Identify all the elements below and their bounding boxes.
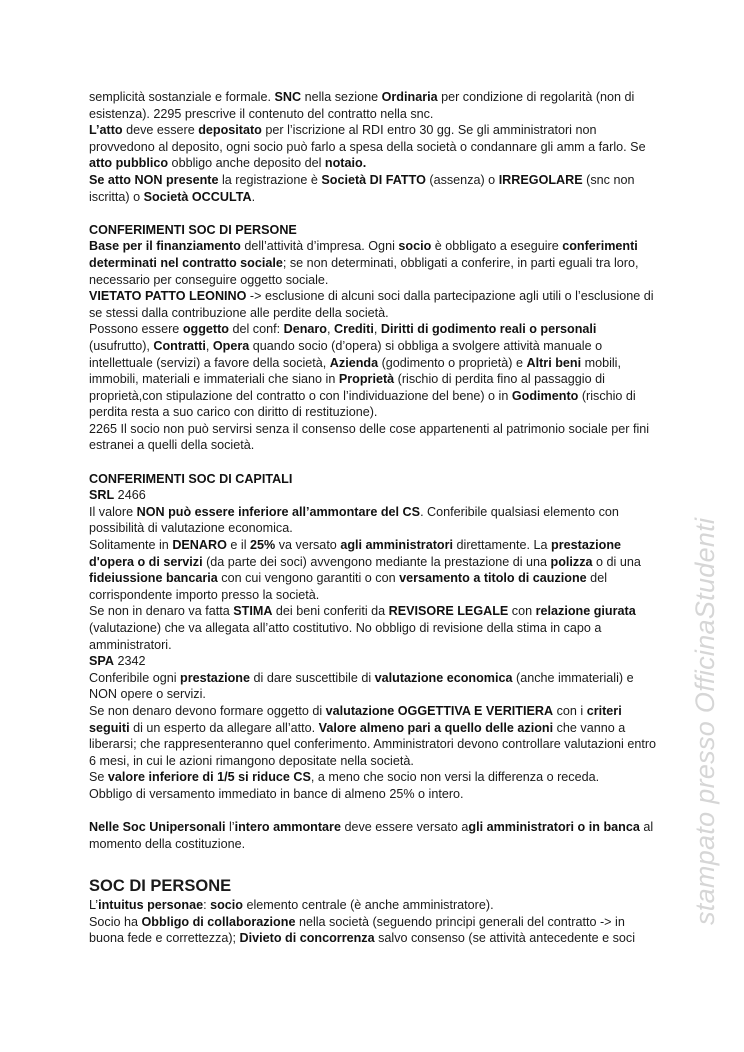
bold-text: 25% (250, 538, 276, 553)
text: estranei a quelli della società. (89, 438, 255, 453)
bold-text: CONFERIMENTI SOC DI PERSONE (89, 222, 297, 237)
text: se stessi dalla contribuzione alle perdite della società. (89, 305, 389, 320)
text: ; se non determinati, obbligati a conferire, in parti eguali tra loro, (282, 255, 639, 270)
text: va versato (275, 538, 341, 553)
text: Possono essere (89, 322, 183, 337)
bold-text: Valore almeno pari a quello delle azioni (318, 720, 554, 735)
text: , (326, 322, 334, 337)
text: perdita resta a suo carico con diritto di restituzione). (89, 405, 378, 420)
text-line (89, 155, 669, 172)
text: 2466 (114, 488, 146, 503)
text: nella sezione (301, 90, 382, 104)
text-line (89, 537, 669, 554)
bold-text: Godimento (511, 388, 579, 403)
text: (da parte dei soci) avvengono mediante la prestazione di una (202, 554, 551, 569)
text: buona fede e correttezza); (89, 931, 240, 946)
text: . Conferibile qualsiasi elemento con (420, 504, 619, 519)
text-line (89, 786, 669, 803)
text: 2265 Il socio non può servirsi senza il consenso delle cose appartenenti al patrimonio sociale per fini (89, 421, 650, 436)
text: (valutazione) che va allegata all’atto costitutivo. No obbligo di revisione della stima in capo a (89, 621, 602, 635)
text: (rischio di (578, 388, 636, 403)
text: momento della costituzione. (89, 836, 246, 851)
text: corrispondente importo presso la società. (89, 587, 320, 602)
bold-text: SNC (274, 90, 302, 104)
text-line (89, 603, 669, 620)
text: l’ (225, 820, 235, 835)
text: Il valore (89, 504, 137, 519)
text: obbligo anche deposito del (168, 156, 325, 171)
text: semplicità sostanziale e formale. (89, 90, 275, 104)
bold-text: REVISORE LEGALE (388, 604, 509, 619)
text-line (89, 504, 669, 521)
blank-line (89, 803, 669, 820)
text: dell’attività d’impresa. Ogni (240, 239, 399, 254)
text: (rischio di perdita fino al passaggio di (394, 372, 605, 387)
text-line (89, 238, 669, 255)
text: (anche immateriali) e (512, 670, 634, 685)
text-line (89, 897, 669, 914)
text: Se (89, 770, 108, 785)
text: di un esperto da allegare all’atto. (129, 720, 319, 735)
bold-text: Proprietà (338, 372, 395, 387)
text: -> esclusione di alcuni soci dalla partecipazione agli utili o l’esclusione di (246, 289, 654, 304)
text-line (89, 653, 669, 670)
text-line (89, 620, 669, 637)
text: deve essere (122, 123, 199, 138)
text: (godimento o proprietà) e (378, 355, 527, 370)
bold-text: conferimenti (562, 239, 638, 254)
text-line (89, 89, 669, 106)
text: e il (226, 538, 250, 553)
text: o di una (592, 554, 641, 569)
text: è obbligato a eseguire (431, 239, 563, 254)
text-line (89, 587, 669, 604)
bold-text: DENARO (172, 538, 227, 553)
text-line (89, 637, 669, 654)
bold-text: STIMA (233, 604, 273, 619)
text: con cui vengono garantiti o con (217, 571, 400, 586)
text-line (89, 122, 669, 139)
text: che vanno a (553, 720, 626, 735)
bold-text: Denaro (283, 322, 327, 337)
text: L’ (89, 897, 99, 912)
section-heading (89, 875, 669, 897)
text-line (89, 355, 669, 372)
bold-text: depositato (198, 123, 262, 138)
bold-text: socio (210, 897, 243, 912)
text-line (89, 321, 669, 338)
bold-text: VIETATO PATTO LEONINO (89, 289, 247, 304)
text: Se non denaro devono formare oggetto di (89, 703, 326, 718)
bold-text: SRL (89, 488, 115, 503)
bold-text: Opera (212, 338, 250, 353)
bold-text: atto pubblico (89, 156, 169, 171)
bold-text: L’atto (89, 123, 123, 138)
bold-text: Se atto NON presente (89, 172, 219, 187)
text-line (89, 836, 669, 853)
text-line (89, 139, 669, 156)
text: provvedono al deposito, ogni socio può farlo a spesa della società o condannare gli amm a farlo. Se (89, 139, 646, 154)
text-line (89, 753, 669, 770)
text: (snc non (582, 172, 635, 187)
text: del (586, 571, 607, 586)
bold-text: gli amministratori o in banca (468, 820, 640, 835)
text: : (203, 897, 211, 912)
text: liberarsi; che rappresenteranno quel conferimento. Amministratori devono controllare valutazioni entro (89, 737, 657, 752)
text: Solitamente in (89, 538, 173, 553)
blank-line (89, 454, 669, 471)
blank-line (89, 205, 669, 222)
text: elemento centrale (è anche amministratore). (242, 897, 494, 912)
blank-line (89, 852, 669, 869)
bold-text: Altri beni (526, 355, 582, 370)
text-line (89, 288, 669, 305)
text: esistenza). 2295 prescrive il contenuto del contratto nella snc. (89, 106, 434, 121)
text: , (205, 338, 213, 353)
bold-text: seguiti (89, 720, 130, 735)
text-line (89, 255, 669, 272)
text-line (89, 769, 669, 786)
bold-text: NON può essere inferiore all’ammontare del CS (136, 504, 421, 519)
text-line (89, 703, 669, 720)
text: , a meno che socio non versi la differenza o receda. (310, 770, 600, 785)
bold-text: Ordinaria (381, 90, 438, 104)
text: nella società (seguendo principi generali del contratto -> in (295, 914, 625, 929)
bold-text: d'opera o di servizi (89, 554, 203, 569)
text: 6 mesi, in cui le azioni rimangono depositate nella società. (89, 753, 414, 768)
text-line (89, 437, 669, 454)
bold-text: polizza (550, 554, 593, 569)
text: dei beni conferiti da (272, 604, 389, 619)
text: iscritta) o (89, 189, 144, 204)
text: per l’iscrizione al RDI entro 30 gg. Se gli amministratori non (261, 123, 597, 138)
text: di dare suscettibile di (250, 670, 375, 685)
bold-text: valore inferiore di 1/5 si riduce CS (107, 770, 311, 785)
text-line (89, 371, 669, 388)
bold-text: oggetto (182, 322, 229, 337)
bold-text: intuitus personae (98, 897, 204, 912)
text: salvo consenso (se attività antecedente e soci (374, 931, 636, 946)
bold-text: notaio. (324, 156, 367, 171)
text-line (89, 819, 669, 836)
text: del conf: (228, 322, 284, 337)
text-line (89, 404, 669, 421)
text: con i (553, 703, 587, 718)
bold-text: determinati nel contratto sociale (89, 255, 283, 270)
bold-text: SPA (89, 654, 114, 669)
text: amministratori. (89, 637, 172, 652)
text-line (89, 720, 669, 737)
bold-text: prestazione (180, 670, 251, 685)
text: , (373, 322, 381, 337)
text: . (251, 189, 256, 204)
bold-text: intero ammontare (234, 820, 341, 835)
bold-text: Nelle Soc Unipersonali (89, 820, 226, 835)
text-line (89, 172, 669, 189)
bold-text: Società DI FATTO (321, 172, 426, 187)
text: al (639, 820, 654, 835)
bold-text: SOC DI PERSONE (89, 876, 232, 895)
text-line (89, 338, 669, 355)
text: 2342 (113, 654, 146, 669)
text: possibilità di valutazione economica. (89, 521, 293, 536)
text: direttamente. La (453, 538, 552, 553)
bold-text: CONFERIMENTI SOC DI CAPITALI (89, 471, 293, 486)
text-line (89, 421, 669, 438)
text-line (89, 471, 669, 488)
text-line (89, 388, 669, 405)
text: mobili, (581, 355, 621, 370)
text-line (89, 686, 669, 703)
watermark: stampato presso OfficinaStudenti (690, 517, 720, 925)
text: Socio ha (89, 914, 142, 929)
text: Conferibile ogni (89, 670, 181, 685)
text: necessario per conseguire oggetto sociale. (89, 272, 329, 287)
text: quando socio (d’opera) si obbliga a svolgere attività manuale o (249, 338, 603, 353)
bold-text: agli amministratori (340, 538, 454, 553)
bold-text: Contratti (153, 338, 206, 353)
text: NON opere o servizi. (89, 687, 206, 702)
text-line (89, 106, 669, 123)
text-line (89, 520, 669, 537)
bold-text: socio (398, 239, 432, 254)
text: proprietà,con stipulazione del contratto o con l’individuazione del bene) o in (89, 388, 512, 403)
text: la registrazione è (218, 172, 322, 187)
text: con (508, 604, 536, 619)
bold-text: Base per il finanziamento (89, 239, 241, 254)
text: (usufrutto), (89, 338, 154, 353)
bold-text: valutazione OGGETTIVA E VERITIERA (325, 703, 554, 718)
bold-text: prestazione (551, 538, 622, 553)
text: (assenza) o (425, 172, 499, 187)
text: immobili, materiali e immateriali che siano in (89, 372, 339, 387)
bold-text: Obbligo di collaborazione (141, 914, 296, 929)
text-line (89, 222, 669, 239)
bold-text: criteri (586, 703, 622, 718)
text: per condizione di regolarità (non di (437, 90, 635, 104)
document-page (89, 89, 669, 947)
text-line (89, 305, 669, 322)
text-line (89, 272, 669, 289)
text: Obbligo di versamento immediato in bance di almeno 25% o intero. (89, 786, 464, 801)
text: Se non in denaro va fatta (89, 604, 234, 619)
bold-text: fideiussione bancaria (89, 571, 218, 586)
bold-text: Crediti (333, 322, 374, 337)
bold-text: valutazione economica (374, 670, 513, 685)
text: intellettuale (servizi) a favore della società, (89, 355, 330, 370)
text-line (89, 914, 669, 931)
text-line (89, 554, 669, 571)
text-line (89, 736, 669, 753)
text-line (89, 670, 669, 687)
bold-text: Società OCCULTA (143, 189, 252, 204)
bold-text: Azienda (329, 355, 379, 370)
bold-text: Diritti di godimento reali o personali (380, 322, 597, 337)
text-line (89, 930, 669, 947)
text-line (89, 570, 669, 587)
bold-text: IRREGOLARE (498, 172, 583, 187)
text: deve essere versato a (340, 820, 469, 835)
bold-text: Divieto di concorrenza (239, 931, 375, 946)
bold-text: versamento a titolo di cauzione (399, 571, 587, 586)
text-line (89, 487, 669, 504)
bold-text: relazione giurata (535, 604, 636, 619)
text-line (89, 189, 669, 206)
